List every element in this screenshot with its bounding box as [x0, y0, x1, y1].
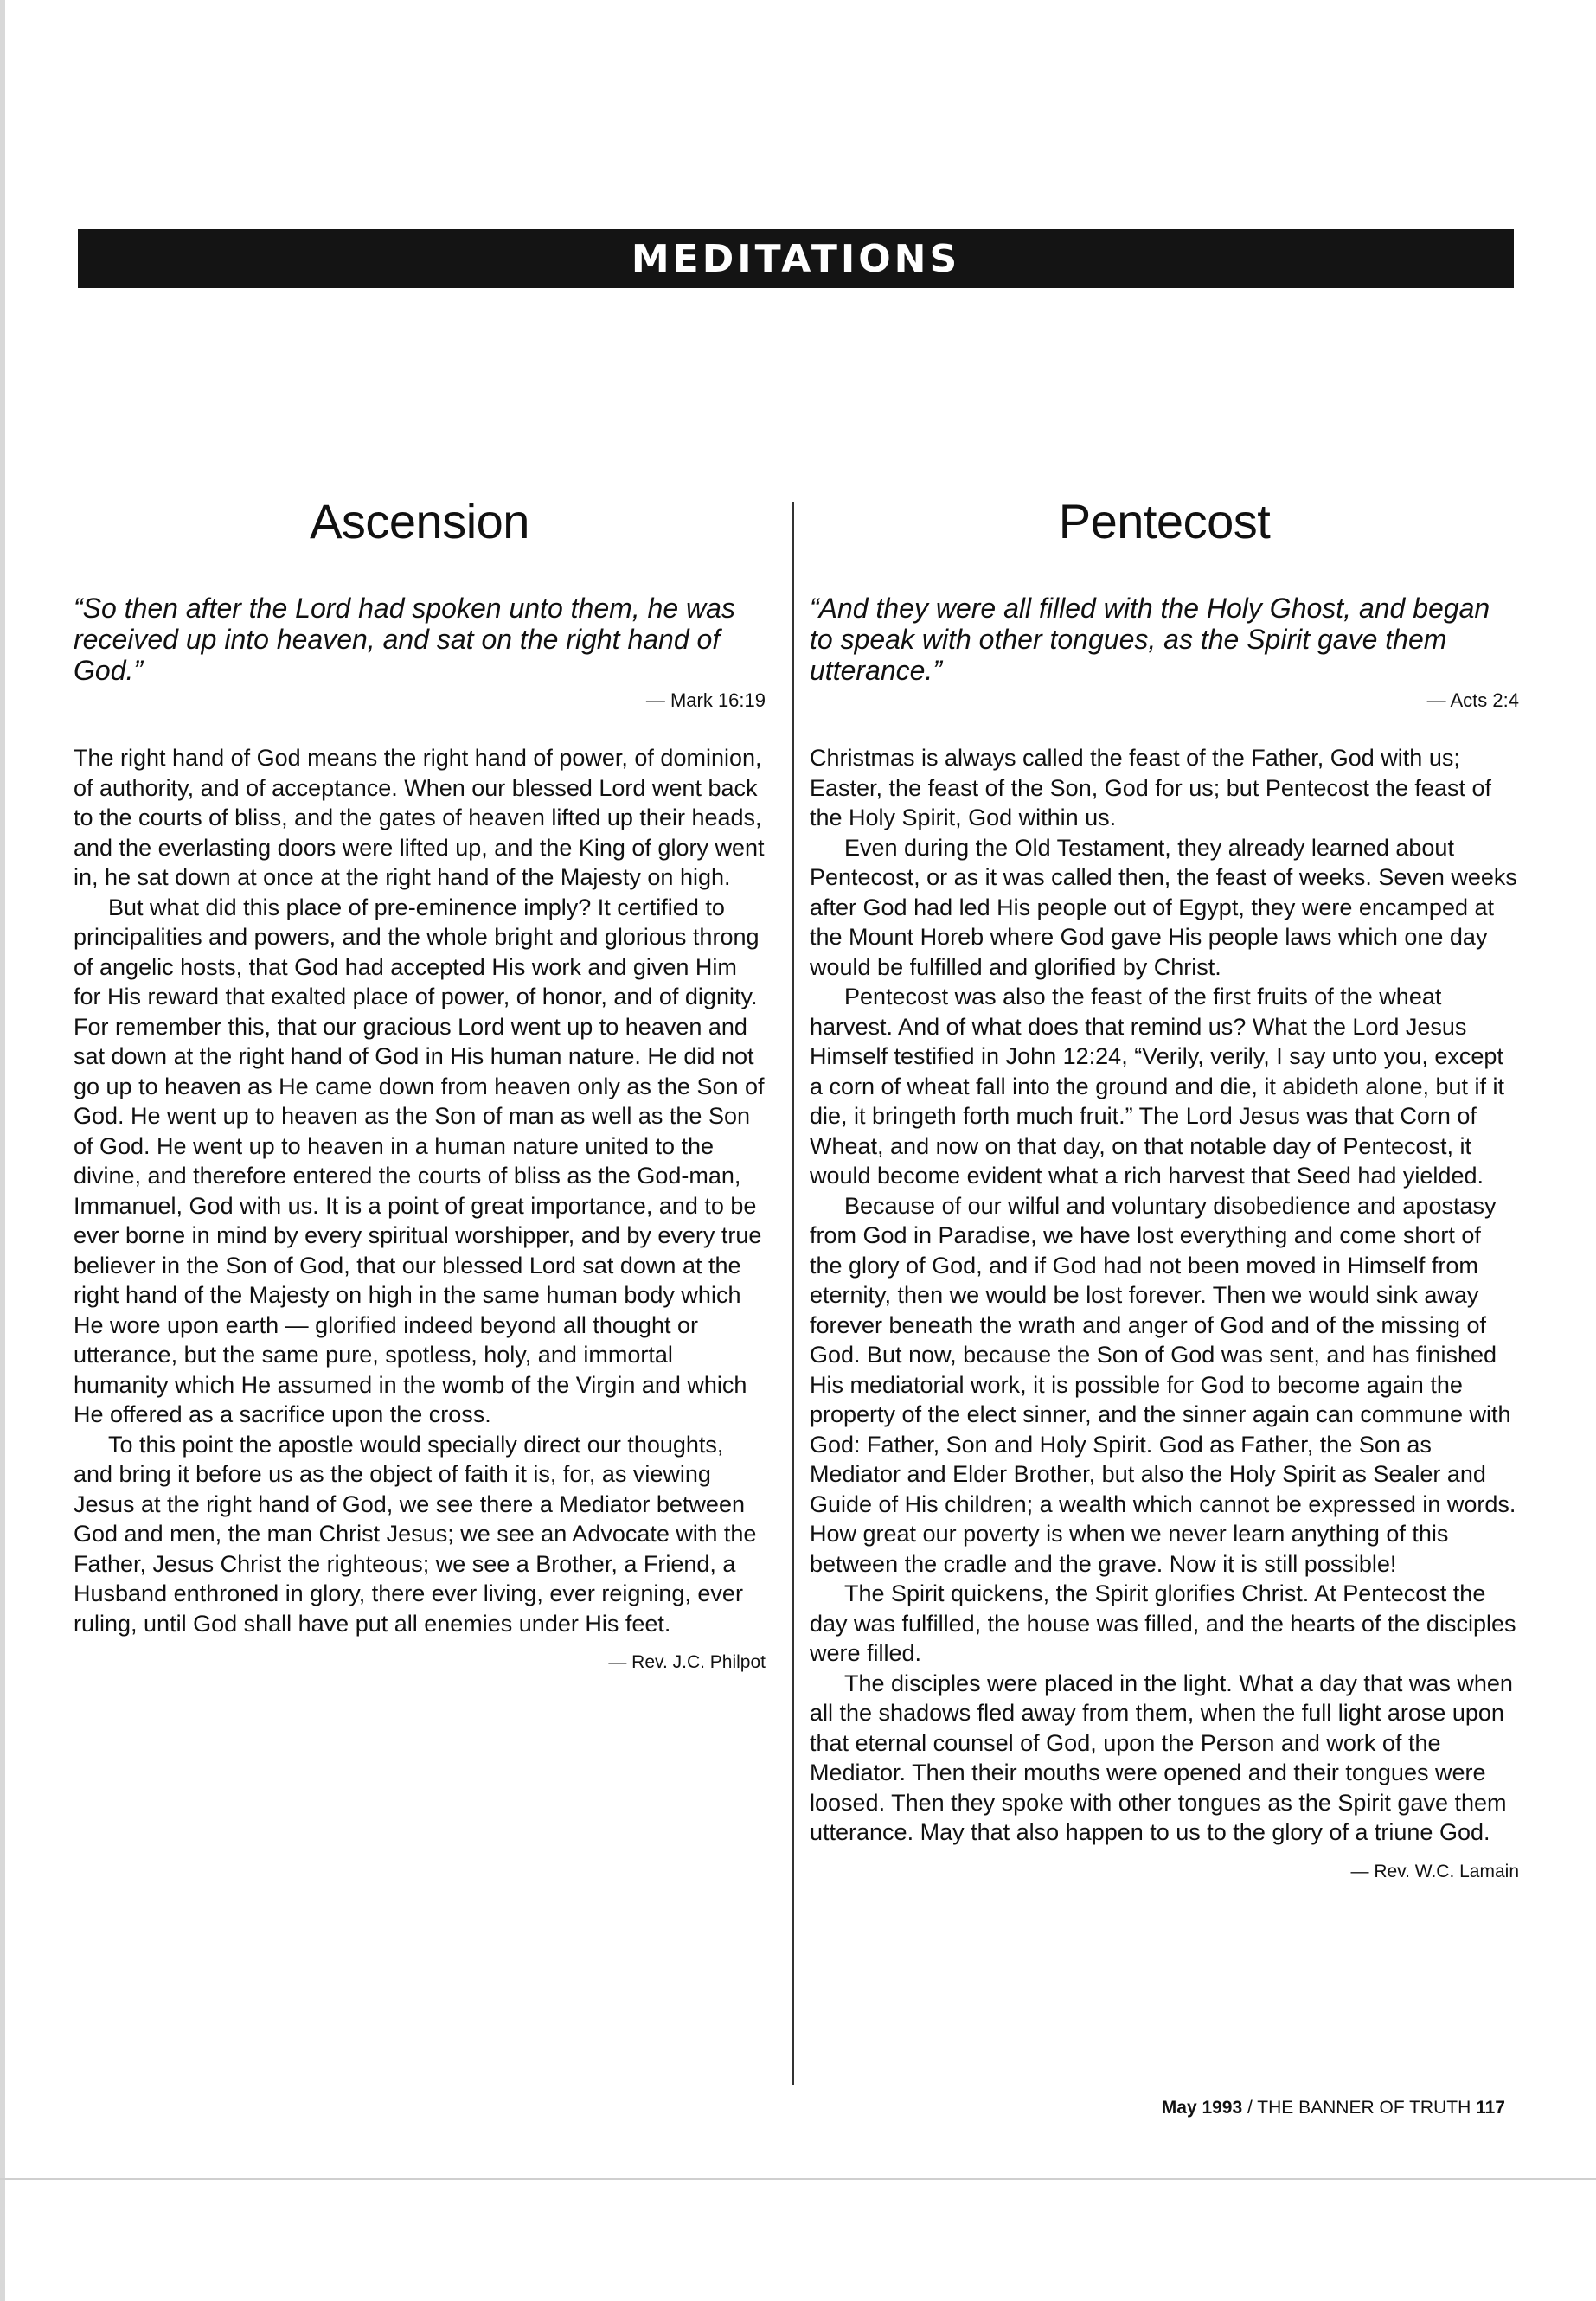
bottom-rule	[0, 2178, 1596, 2180]
article-title: Pentecost	[1058, 494, 1271, 548]
paragraph: Because of our wilful and voluntary disobedience and apostasy from God in Paradise, we have lost everything and come short of the glory of God, and if God had not been moved in Himself from eternity, then we would be lost forever. Then we would sink away forever beneath the wrath and anger of God and of the missing of God. But now, because the Son of God was sent, and has finished His mediatorial work, it is possible for God to become again the property of the elect sinner, and the sinner again can commune with God: Father, Son and Holy Spirit. God as Father, the Son as Mediator and Elder Brother, but also the Holy Spirit as Sealer and Guide of His children; a wealth which cannot be expressed in words. How great our poverty is when we never learn anything of this between the cradle and the grave. Now it is still possible!	[810, 1192, 1516, 1577]
column-divider	[792, 502, 794, 2085]
epigraph-reference: — Acts 2:4	[1426, 689, 1519, 711]
publication-name: THE BANNER OF TRUTH	[1257, 2098, 1471, 2118]
article-body	[810, 743, 1519, 1848]
paragraph: Pentecost was also the feast of the first fruits of the wheat harvest. And of what does that remind us? What the Lord Jesus Himself testified in John 12:24, “Verily, verily, I say unto you, except a corn of wheat fall into the ground and die, it abideth alone, but if it die, it bringeth forth much fruit.” The Lord Jesus was that Corn of Wheat, and now on that day, on that notable day of Pentecost, it would become evident what a rich harvest that Seed had yielded.	[810, 984, 1505, 1189]
paragraph: To this point the apostle would specially direct our thoughts, and bring it before us as the object of faith it is, for, as viewing Jesus at the right hand of God, we see there a Mediator between God and men, the man Christ Jesus; we see an Advocate with the Father, Jesus Christ the righteous; we see a Brother, a Friend, a Husband enthroned in glory, there ever living, ever reigning, ever ruling, until God shall have put all enemies under His feet.	[74, 1431, 757, 1637]
paragraph: Even during the Old Testament, they already learned about Pentecost, or as it was called then, the feast of weeks. Seven weeks after God had led His people out of Egypt, they were encamped at the Mount Horeb where God gave His people laws which one day would be fulfilled and glorified by Christ.	[810, 834, 1517, 980]
article-pentecost	[810, 493, 1519, 1882]
epigraph-reference: — Mark 16:19	[645, 689, 766, 711]
paragraph: The Spirit quickens, the Spirit glorifies Christ. At Pentecost the day was fulfilled, the house was filled, and the hearts of the disciples were filled.	[810, 1580, 1516, 1666]
page-footer	[1107, 2098, 1505, 2118]
epigraph-quote: “So then after the Lord had spoken unto them, he was received up into heaven, and sat on the right hand of God.”	[74, 593, 735, 686]
section-banner	[78, 229, 1514, 288]
author-signature: — Rev. J.C. Philpot	[608, 1652, 766, 1672]
page-number: 117	[1476, 2098, 1505, 2118]
paragraph: The disciples were placed in the light. What a day that was when all the shadows fled away from them, when the full light arose upon that eternal counsel of God, upon the Person and work of the Mediator. Then their mouths were opened and their tongues were loosed. Then they spoke with other tongues as the Spirit gave them utterance. May that also happen to us to the glory of a triune God.	[810, 1670, 1513, 1845]
page-edge	[0, 0, 5, 2301]
article-ascension	[74, 493, 766, 1673]
author-signature: — Rev. W.C. Lamain	[1350, 1861, 1519, 1881]
epigraph-quote: “And they were all filled with the Holy Ghost, and began to speak with other tongues, as the Spirit gave them utterance.”	[810, 593, 1490, 686]
banner-title: MEDITATIONS	[631, 236, 961, 281]
paragraph: But what did this place of pre-eminence imply? It certified to principalities and powers, and the whole bright and glorious throng of angelic hosts, that God had accepted His work and given Him for His reward that exalted place of power, of honor, and of dignity. For remember this, that our gracious Lord went up to heaven and sat down at the right hand of God in His human nature. He did not go up to heaven as He came down from heaven only as the Son of God. He went up to heaven as the Son of man as well as the Son of God. He went up to heaven in a human nature united to the divine, and therefore entered the courts of bliss as the God-man, Immanuel, God with us. It is a point of great importance, and to be ever borne in mind by every spiritual worshipper, and by every true believer in the Son of God, that our blessed Lord sat down at the right hand of the Majesty on high in the same human body which He wore upon earth — glorified indeed beyond all thought or utterance, but the same pure, spotless, holy, and immortal humanity which He assumed in the womb of the Virgin and which He offered as a sacrifice upon the cross.	[74, 894, 765, 1427]
article-title: Ascension	[310, 494, 529, 548]
article-body	[74, 743, 766, 1638]
footer-separator: /	[1242, 2098, 1258, 2118]
issue-date: May 1993	[1161, 2098, 1243, 2118]
paragraph: The right hand of God means the right hand of power, of dominion, of authority, and of acceptance. When our blessed Lord went back to the courts of bliss, and the gates of heaven lifted up their heads, and the everlasting doors were lifted up, and the King of glory went in, he sat down at once at the right hand of the Majesty on high.	[74, 745, 765, 890]
paragraph: Christmas is always called the feast of the Father, God with us; Easter, the feast of the Son, God for us; but Pentecost the feast of the Holy Spirit, God within us.	[810, 745, 1491, 830]
